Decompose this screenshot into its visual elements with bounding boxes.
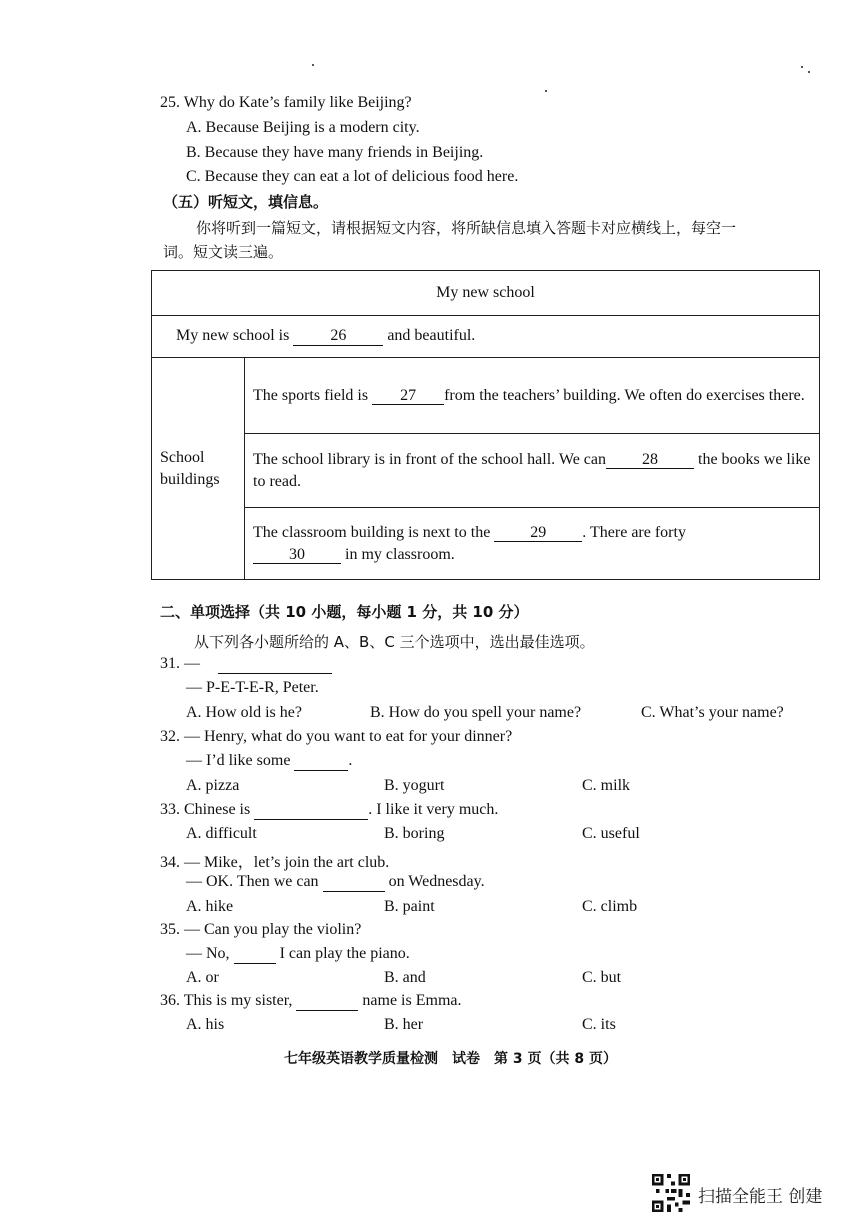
part2-title: 二、单项选择（共 10 小题，每小题 1 分，共 10 分） [160, 603, 529, 621]
q36-blank[interactable] [296, 992, 358, 1011]
q35-stem: 35. — Can you play the violin? [160, 921, 362, 938]
scan-speck [801, 66, 803, 68]
q33-blank[interactable] [254, 801, 368, 820]
blank-29[interactable]: 29 [494, 524, 582, 543]
q31-option-b: B. How do you spell your name? [370, 704, 582, 721]
q31-stem: 31. — [160, 655, 332, 674]
q32-option-c: C. milk [582, 777, 631, 794]
blank-27[interactable]: 27 [372, 387, 444, 406]
table-title: My new school [152, 271, 820, 316]
q33-stem: 33. Chinese is . I like it very much. [160, 801, 499, 818]
q31-answer-line: — P-E-T-E-R, Peter. [186, 679, 319, 696]
scan-speck [545, 90, 547, 92]
q32-answer-line: — I’d like some . [186, 752, 353, 769]
q31-option-a: A. How old is he? [186, 704, 302, 721]
q35-option-a: A. or [186, 969, 219, 986]
q32-stem: 32. — Henry, what do you want to eat for your dinner? [160, 728, 513, 745]
q36-option-b: B. her [384, 1016, 424, 1033]
q33-option-c: C. useful [582, 825, 640, 842]
q36-option-c: C. its [582, 1016, 616, 1033]
q32-option-a: A. pizza [186, 777, 240, 794]
q25-option-c: C. Because they can eat a lot of delicious food here. [186, 168, 519, 185]
table-row-27: The sports field is 27 from the teachers’ building. We often do exercises there. [245, 358, 820, 434]
q33-option-b: B. boring [384, 825, 445, 842]
table-row-26: My new school is 26 and beautiful. [152, 316, 820, 358]
page-footer: 七年级英语教学质量检测 试卷 第 3 页（共 8 页） [284, 1051, 617, 1067]
scan-speck [312, 64, 314, 66]
q34-blank[interactable] [323, 873, 385, 892]
table-row-29-30: The classroom building is next to the 29 . There are forty 30 in my classroom. [245, 508, 820, 580]
scan-speck [808, 71, 810, 73]
q31-blank[interactable] [218, 655, 332, 674]
q33-option-a: A. difficult [186, 825, 257, 842]
q25-stem: 25. Why do Kate’s family like Beijing? [160, 94, 412, 111]
q25-option-b: B. Because they have many friends in Beijing. [186, 144, 484, 161]
section5-instr-line2: 词。短文读三遍。 [163, 243, 284, 261]
blank-26[interactable]: 26 [293, 327, 383, 346]
q35-blank[interactable] [234, 945, 276, 964]
q32-option-b: B. yogurt [384, 777, 445, 794]
q35-answer-line: — No, I can play the piano. [186, 945, 410, 962]
table-row-28: The school library is in front of the school hall. We can 28 the books we like to read. [245, 434, 820, 508]
q36-stem: 36. This is my sister, name is Emma. [160, 992, 462, 1009]
section5-title: （五）听短文，填信息。 [163, 193, 329, 211]
q34-option-b: B. paint [384, 898, 435, 915]
table-label-school-buildings: School buildings [152, 358, 245, 580]
scanner-watermark: 扫描全能王 创建 [698, 1187, 823, 1207]
section5-instr-line1: 你将听到一篇短文，请根据短文内容，将所缺信息填入答题卡对应横线上，每空一 [196, 219, 737, 237]
q35-option-b: B. and [384, 969, 426, 986]
q32-blank[interactable] [294, 752, 348, 771]
q34-answer-line: — OK. Then we can on Wednesday. [186, 873, 485, 890]
info-table [151, 270, 820, 580]
q35-option-c: C. but [582, 969, 622, 986]
q36-option-a: A. his [186, 1016, 225, 1033]
q31-option-c: C. What’s your name? [641, 704, 784, 721]
q25-option-a: A. Because Beijing is a modern city. [186, 119, 420, 136]
q34-stem: 34. — Mike，let’s join the art club. [160, 854, 390, 871]
part2-instr: 从下列各小题所给的 A、B、C 三个选项中，选出最佳选项。 [194, 633, 595, 651]
blank-30[interactable]: 30 [253, 546, 341, 565]
qr-code-icon [652, 1174, 690, 1212]
q34-option-c: C. climb [582, 898, 638, 915]
blank-28[interactable]: 28 [606, 451, 694, 470]
q34-option-a: A. hike [186, 898, 234, 915]
